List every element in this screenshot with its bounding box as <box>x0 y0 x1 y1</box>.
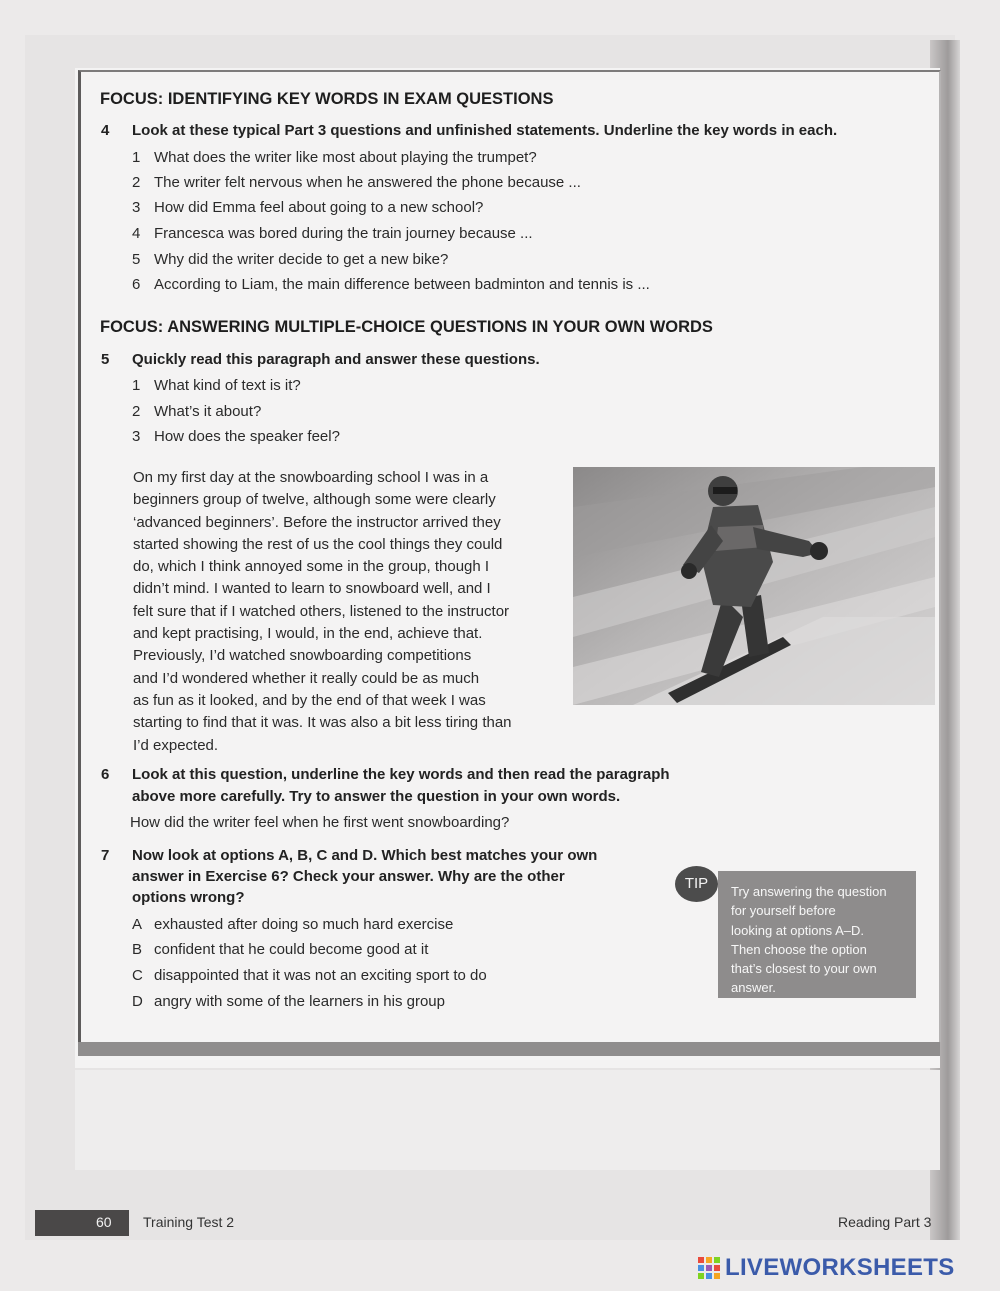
list-item <box>132 225 533 242</box>
question-6-line-2: above more carefully. Try to answer the question in your own words. <box>132 788 621 805</box>
list-item <box>132 428 340 445</box>
question-instruction: Quickly read this paragraph and answer these questions. <box>132 351 540 368</box>
snowboarder-photo <box>573 467 935 705</box>
frame-bottom-rule <box>78 1042 940 1056</box>
item-number: 1 <box>132 377 141 394</box>
focus-heading-key-words: FOCUS: IDENTIFYING KEY WORDS IN EXAM QUESTIONS <box>100 90 554 108</box>
option-d <box>132 993 445 1010</box>
list-item <box>132 403 261 420</box>
paragraph-line: didn’t mind. I wanted to learn to snowboard well, and I <box>133 580 491 598</box>
option-text: exhausted after doing so much hard exercise <box>154 916 454 933</box>
item-text: What’s it about? <box>154 403 262 420</box>
paragraph-line: I’d expected. <box>133 736 219 754</box>
tip-line: Then choose the option <box>731 941 867 957</box>
question-instruction: Now look at options A, B, C and D. Which best matches your own <box>132 847 598 864</box>
option-a <box>132 916 453 933</box>
focus-heading-own-words: FOCUS: ANSWERING MULTIPLE-CHOICE QUESTIONS IN YOUR OWN WORDS <box>100 318 713 336</box>
list-item <box>132 251 448 268</box>
paragraph-line: and kept practising, I would, in the end, achieve that. <box>133 625 483 643</box>
page-lower-area <box>75 1070 940 1170</box>
paragraph-line: felt sure that if I watched others, listened to the instructor <box>133 602 510 620</box>
item-number: 3 <box>132 428 141 445</box>
question-number: 6 <box>101 766 110 783</box>
item-text: What does the writer like most about playing the trumpet? <box>154 149 537 166</box>
option-letter: A <box>132 916 143 933</box>
reading-paragraph <box>133 467 553 757</box>
option-c <box>132 967 487 984</box>
liveworksheets-watermark <box>697 1254 955 1282</box>
question-7-line-2: answer in Exercise 6? Check your answer. Why are the other <box>132 868 565 885</box>
question-6-prompt: How did the writer feel when he first went snowboarding? <box>130 814 510 831</box>
item-text: Francesca was bored during the train journey because ... <box>154 225 533 242</box>
tip-line: looking at options A–D. <box>731 922 864 938</box>
list-item <box>132 199 483 216</box>
tip-line: answer. <box>731 980 776 996</box>
list-item <box>132 149 537 166</box>
paragraph-line: ‘advanced beginners’. Before the instructor arrived they <box>133 513 501 531</box>
item-number: 4 <box>132 225 141 242</box>
question-instruction: Look at this question, underline the key words and then read the paragraph <box>132 766 670 783</box>
paragraph-line: beginners group of twelve, although some were clearly <box>133 491 496 509</box>
question-number: 4 <box>101 122 110 139</box>
paragraph-line: and I’d wondered whether it really could be as much <box>133 669 480 687</box>
paragraph-line: On my first day at the snowboarding school I was in a <box>133 469 489 486</box>
item-number: 5 <box>132 251 141 268</box>
tip-line: for yourself before <box>731 903 836 919</box>
question-number: 5 <box>101 351 110 368</box>
question-5 <box>101 351 540 368</box>
footer-section-title: Training Test 2 <box>143 1214 235 1230</box>
item-number: 2 <box>132 403 141 420</box>
item-text: What kind of text is it? <box>154 377 301 394</box>
paragraph-line: started showing the rest of us the cool things they could <box>133 535 503 553</box>
item-number: 3 <box>132 199 141 216</box>
option-text: confident that he could become good at it <box>154 941 429 958</box>
item-number: 2 <box>132 174 141 191</box>
item-text: The writer felt nervous when he answered the phone because ... <box>154 174 581 191</box>
question-7 <box>101 847 597 864</box>
list-item <box>132 276 650 293</box>
liveworksheets-logo-icon <box>697 1256 721 1280</box>
question-instruction: Look at these typical Part 3 questions and unfinished statements. Underline the key words in each. <box>132 122 838 139</box>
item-number: 6 <box>132 276 141 293</box>
option-b <box>132 941 428 958</box>
tip-badge: TIP <box>675 866 718 902</box>
watermark-text: LIVEWORKSHEETS <box>725 1254 955 1281</box>
question-4 <box>101 122 837 139</box>
option-letter: B <box>132 941 143 958</box>
option-letter: C <box>132 967 143 984</box>
item-number: 1 <box>132 149 141 166</box>
footer-page-tab <box>35 1210 129 1236</box>
paragraph-line: do, which I think annoyed some in the group, though I <box>133 558 490 576</box>
item-text: According to Liam, the main difference between badminton and tennis is ... <box>154 276 650 293</box>
paragraph-line: Previously, I’d watched snowboarding competitions <box>133 647 472 665</box>
option-letter: D <box>132 993 143 1010</box>
question-number: 7 <box>101 847 110 864</box>
item-text: How does the speaker feel? <box>154 428 340 445</box>
question-7-line-3: options wrong? <box>132 889 245 906</box>
page-number: 60 <box>96 1214 112 1230</box>
question-6 <box>101 766 670 783</box>
item-text: How did Emma feel about going to a new school? <box>154 199 484 216</box>
footer-part-title: Reading Part 3 <box>838 1214 932 1230</box>
list-item <box>132 174 581 191</box>
list-item <box>132 377 301 394</box>
tip-text <box>731 882 913 998</box>
tip-line: that’s closest to your own <box>731 961 877 977</box>
tip-line: Try answering the question <box>731 884 887 899</box>
option-text: angry with some of the learners in his group <box>154 993 445 1010</box>
item-text: Why did the writer decide to get a new bike? <box>154 251 449 268</box>
paragraph-line: starting to find that it was. It was also a bit less tiring than <box>133 714 512 732</box>
paragraph-line: as fun as it looked, and by the end of that week I was <box>133 691 486 709</box>
option-text: disappointed that it was not an exciting sport to do <box>154 967 487 984</box>
